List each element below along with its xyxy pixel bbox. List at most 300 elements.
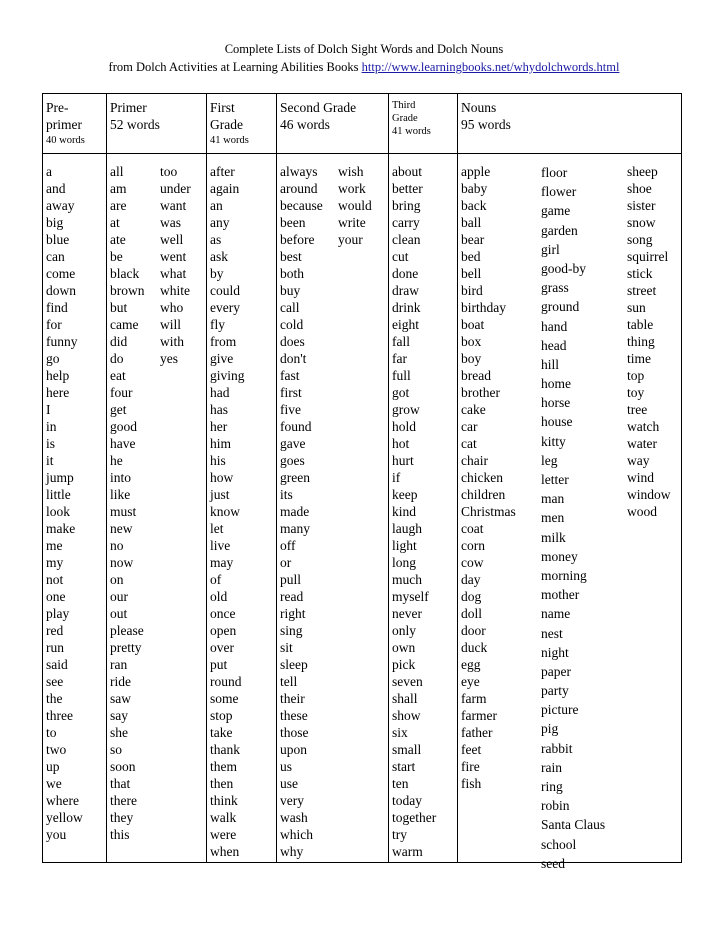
word-item: think	[210, 793, 238, 808]
word-item: chicken	[461, 470, 503, 485]
word-item: is	[46, 436, 56, 451]
word-item: have	[110, 436, 136, 451]
word-item: good	[110, 419, 137, 434]
word-item: an	[210, 198, 223, 213]
word-item: six	[392, 725, 408, 740]
word-item: came	[110, 317, 139, 332]
word-item: his	[210, 453, 226, 468]
word-item: sister	[627, 198, 656, 213]
word-item: said	[46, 657, 68, 672]
word-item: say	[110, 708, 128, 723]
word-item: around	[280, 181, 318, 196]
word-item: rain	[541, 759, 562, 775]
word-item: once	[210, 606, 236, 621]
word-item: letter	[541, 472, 569, 487]
word-item: but	[110, 300, 128, 315]
word-item: now	[110, 555, 134, 570]
word-item: goes	[280, 453, 305, 468]
word-item: money	[541, 548, 578, 564]
word-item: thank	[210, 742, 240, 757]
word-item: draw	[392, 283, 419, 298]
divider-2	[206, 94, 207, 862]
word-item: that	[110, 776, 131, 791]
word-item: down	[46, 283, 76, 298]
word-item: time	[627, 351, 651, 366]
word-item: give	[210, 351, 234, 366]
word-item: hot	[392, 436, 410, 451]
header-divider	[43, 153, 681, 154]
word-item: my	[46, 555, 64, 570]
word-item: every	[210, 300, 240, 315]
word-item: eight	[392, 317, 419, 332]
word-item: big	[46, 215, 64, 230]
word-item: start	[392, 759, 416, 774]
word-item: fly	[210, 317, 225, 332]
word-item: who	[160, 300, 184, 315]
word-item: old	[210, 589, 228, 604]
word-item: watch	[627, 419, 660, 434]
word-item: ground	[541, 299, 580, 315]
word-item: bring	[392, 198, 421, 213]
word-item: night	[541, 644, 569, 660]
word-item: jump	[46, 470, 74, 485]
word-item: brown	[110, 283, 145, 298]
source-link[interactable]: http://www.learningbooks.net/whydolchwords.html	[361, 60, 620, 74]
word-item: off	[280, 538, 296, 553]
word-item: him	[210, 436, 232, 451]
word-item: did	[110, 334, 128, 349]
word-item: Christmas	[461, 504, 516, 519]
word-item: just	[210, 487, 230, 502]
word-item: try	[392, 827, 407, 842]
word-item: nest	[541, 625, 563, 641]
word-item: come	[46, 266, 76, 281]
word-item: five	[280, 402, 301, 417]
word-item: before	[280, 232, 315, 247]
word-item: to	[46, 725, 57, 740]
word-item: she	[110, 725, 128, 740]
word-item: party	[541, 683, 569, 699]
word-item: show	[392, 708, 421, 723]
word-item: red	[46, 623, 64, 638]
word-item: am	[110, 181, 127, 196]
word-item: sing	[280, 623, 303, 638]
word-item: green	[280, 470, 310, 485]
list-nouns-c	[627, 163, 671, 520]
word-item: men	[541, 510, 565, 526]
word-item: any	[210, 215, 230, 230]
word-item: he	[110, 453, 123, 468]
divider-3	[276, 94, 277, 862]
word-lists-table	[42, 93, 682, 871]
word-item: again	[210, 181, 240, 196]
word-item: hurt	[392, 453, 414, 468]
word-item: please	[110, 623, 144, 638]
word-item: want	[160, 198, 187, 213]
word-item: two	[46, 742, 67, 757]
word-item: much	[392, 572, 422, 587]
header-first-grade: First Grade 41 words	[210, 100, 249, 146]
word-item: sleep	[280, 657, 308, 672]
list-nouns-a	[461, 163, 516, 792]
word-item: must	[110, 504, 137, 519]
word-item: which	[280, 827, 313, 842]
word-item: work	[338, 181, 366, 196]
header-second-grade: Second Grade 46 words	[280, 100, 357, 132]
word-item: rabbit	[541, 740, 573, 756]
word-item: look	[46, 504, 71, 519]
word-item: yellow	[46, 810, 83, 825]
word-item: gave	[280, 436, 306, 451]
word-item: top	[627, 368, 645, 383]
word-item: bread	[461, 368, 491, 383]
word-item: white	[160, 283, 190, 298]
word-item: been	[280, 215, 306, 230]
word-item: brother	[461, 385, 500, 400]
word-item: black	[110, 266, 140, 281]
word-item: mother	[541, 587, 580, 603]
word-item: bird	[461, 283, 483, 298]
divider-4	[388, 94, 389, 862]
word-item: grow	[392, 402, 420, 417]
word-item: saw	[110, 691, 131, 706]
word-item: why	[280, 844, 304, 859]
word-item: then	[210, 776, 234, 791]
word-item: would	[338, 198, 372, 213]
word-item: hill	[541, 356, 560, 372]
word-item: paper	[541, 663, 571, 679]
word-item: we	[46, 776, 62, 791]
word-item: man	[541, 491, 565, 507]
word-item: about	[392, 164, 422, 179]
word-item: when	[210, 844, 240, 859]
word-item: with	[160, 334, 185, 349]
word-item: little	[46, 487, 71, 502]
word-item: be	[110, 249, 123, 264]
word-item: father	[461, 725, 493, 740]
word-item: keep	[392, 487, 418, 502]
word-item: because	[280, 198, 323, 213]
word-item: seven	[392, 674, 423, 689]
word-item: walk	[210, 810, 237, 825]
word-item: hand	[541, 318, 568, 334]
word-item: cake	[461, 402, 486, 417]
document-subtitle	[0, 59, 728, 75]
document-title: Complete Lists of Dolch Sight Words and Dolch Nouns	[224, 42, 504, 56]
word-item: fish	[461, 776, 482, 791]
word-item: up	[46, 759, 60, 774]
word-item: thing	[627, 334, 655, 349]
list-second-b	[338, 163, 372, 248]
word-item: name	[541, 606, 571, 622]
word-item: today	[392, 793, 422, 808]
word-item: very	[280, 793, 304, 808]
word-item: robin	[541, 798, 570, 814]
word-item: squirrel	[627, 249, 669, 264]
word-item: first	[280, 385, 302, 400]
word-item: go	[46, 351, 60, 366]
word-item: laugh	[392, 521, 422, 536]
word-item: do	[110, 351, 124, 366]
word-item: chair	[461, 453, 488, 468]
word-item: myself	[392, 589, 429, 604]
word-item: farm	[461, 691, 487, 706]
word-item: doll	[461, 606, 483, 621]
word-item: this	[110, 827, 130, 842]
word-item: own	[392, 640, 416, 655]
word-item: table	[627, 317, 654, 332]
word-item: good-by	[541, 260, 586, 276]
word-item: box	[461, 334, 482, 349]
word-item: only	[392, 623, 417, 638]
header-third-grade: Third Grade 41 words	[392, 100, 431, 137]
word-item: seed	[541, 855, 565, 871]
word-item: may	[210, 555, 234, 570]
word-item: away	[46, 198, 75, 213]
word-item: wood	[627, 504, 657, 519]
word-item: open	[210, 623, 237, 638]
word-item: full	[392, 368, 411, 383]
list-primer-b	[160, 163, 191, 367]
word-item: shoe	[627, 181, 652, 196]
divider-5	[457, 94, 458, 862]
word-item: girl	[541, 241, 560, 257]
word-item: pick	[392, 657, 416, 672]
word-item: kitty	[541, 433, 566, 449]
word-item: boat	[461, 317, 485, 332]
subtitle-source: from Dolch Activities at Learning Abilities Books	[108, 60, 362, 74]
word-item: done	[392, 266, 419, 281]
word-item: write	[338, 215, 366, 230]
word-item: best	[280, 249, 302, 264]
word-item: no	[110, 538, 124, 553]
word-item: how	[210, 470, 234, 485]
word-item: many	[280, 521, 310, 536]
word-item: giving	[210, 368, 245, 383]
word-item: bear	[461, 232, 485, 247]
word-item: me	[46, 538, 63, 553]
word-item: home	[541, 376, 571, 392]
word-item: egg	[461, 657, 481, 672]
word-item: house	[541, 414, 573, 430]
word-item: funny	[46, 334, 78, 349]
word-item: corn	[461, 538, 485, 553]
header-preprimer: Pre- primer 40 words	[46, 100, 85, 146]
word-item: eat	[110, 368, 126, 383]
word-item: farmer	[461, 708, 497, 723]
word-item: out	[110, 606, 128, 621]
word-item: had	[210, 385, 230, 400]
word-item: flower	[541, 184, 577, 200]
word-item: right	[280, 606, 306, 621]
word-item: drink	[392, 300, 421, 315]
list-third-grade	[392, 163, 436, 860]
word-item: and	[46, 181, 66, 196]
word-item: are	[110, 198, 127, 213]
word-item: got	[392, 385, 410, 400]
word-item: find	[46, 300, 68, 315]
word-item: apple	[461, 164, 491, 179]
word-item: blue	[46, 232, 70, 247]
word-item: cat	[461, 436, 477, 451]
word-item: four	[110, 385, 133, 400]
word-item: your	[338, 232, 363, 247]
word-item: know	[210, 504, 240, 519]
list-first-grade	[210, 163, 245, 860]
word-item: ten	[392, 776, 409, 791]
word-item: one	[46, 589, 66, 604]
word-item: stick	[627, 266, 653, 281]
word-item: see	[46, 674, 64, 689]
word-item: sun	[627, 300, 646, 315]
word-item: them	[210, 759, 237, 774]
word-item: way	[627, 453, 650, 468]
header-primer: Primer 52 words	[110, 100, 160, 132]
word-item: from	[210, 334, 237, 349]
word-item: get	[110, 402, 127, 417]
word-item: read	[280, 589, 304, 604]
word-item: clean	[392, 232, 421, 247]
word-item: coat	[461, 521, 484, 536]
word-item: Santa Claus	[541, 817, 606, 833]
word-item: us	[280, 759, 293, 774]
list-primer-a	[110, 163, 145, 843]
word-item: garden	[541, 222, 578, 238]
word-item: not	[46, 572, 64, 587]
word-item: they	[110, 810, 134, 825]
word-item: where	[46, 793, 79, 808]
word-item: you	[46, 827, 67, 842]
word-item: went	[160, 249, 187, 264]
word-item: over	[210, 640, 234, 655]
word-item: stop	[210, 708, 233, 723]
word-item: play	[46, 606, 70, 621]
word-item: wish	[338, 164, 364, 179]
word-item: those	[280, 725, 309, 740]
word-item: fire	[461, 759, 480, 774]
word-item: duck	[461, 640, 488, 655]
word-item: bed	[461, 249, 481, 264]
word-item: don't	[280, 351, 307, 366]
word-item: well	[160, 232, 184, 247]
word-item: snow	[627, 215, 656, 230]
word-item: wind	[627, 470, 654, 485]
word-item: cut	[392, 249, 409, 264]
word-item: like	[110, 487, 131, 502]
word-item: sheep	[627, 164, 658, 179]
word-item: make	[46, 521, 76, 536]
word-item: these	[280, 708, 308, 723]
word-item: on	[110, 572, 124, 587]
word-item: so	[110, 742, 123, 757]
word-item: has	[210, 402, 228, 417]
word-item: cow	[461, 555, 484, 570]
word-item: light	[392, 538, 417, 553]
word-item: eye	[461, 674, 480, 689]
list-nouns-b	[541, 163, 605, 873]
word-item: there	[110, 793, 137, 808]
word-item: their	[280, 691, 305, 706]
word-item: for	[46, 317, 62, 332]
word-item: run	[46, 640, 64, 655]
word-item: always	[280, 164, 318, 179]
divider-1	[106, 94, 107, 862]
word-item: or	[280, 555, 292, 570]
word-item: together	[392, 810, 437, 825]
word-item: tree	[627, 402, 648, 417]
word-item: some	[210, 691, 239, 706]
word-item: ball	[461, 215, 482, 230]
word-item: bell	[461, 266, 482, 281]
word-item: kind	[392, 504, 417, 519]
word-item: call	[280, 300, 300, 315]
word-item: car	[461, 419, 478, 434]
word-item: her	[210, 419, 228, 434]
word-item: soon	[110, 759, 136, 774]
word-item: was	[160, 215, 181, 230]
word-item: far	[392, 351, 407, 366]
word-item: feet	[461, 742, 482, 757]
word-item: grass	[541, 280, 569, 296]
word-item: morning	[541, 567, 587, 583]
word-item: small	[392, 742, 422, 757]
word-item: both	[280, 266, 305, 281]
word-item: window	[627, 487, 671, 502]
word-item: picture	[541, 702, 579, 718]
word-item: can	[46, 249, 65, 264]
list-second-a	[280, 163, 323, 860]
word-item: at	[110, 215, 120, 230]
word-item: use	[280, 776, 298, 791]
word-item: the	[46, 691, 63, 706]
word-item: in	[46, 419, 57, 434]
word-item: pig	[541, 721, 559, 737]
word-item: I	[46, 402, 51, 417]
word-item: buy	[280, 283, 301, 298]
word-item: help	[46, 368, 70, 383]
word-item: ask	[210, 249, 228, 264]
word-item: long	[392, 555, 417, 570]
word-item: song	[627, 232, 653, 247]
word-item: fast	[280, 368, 300, 383]
word-item: put	[210, 657, 228, 672]
word-item: found	[280, 419, 312, 434]
word-item: does	[280, 334, 305, 349]
word-item: ate	[110, 232, 126, 247]
word-item: here	[46, 385, 70, 400]
word-item: boy	[461, 351, 482, 366]
word-item: school	[541, 836, 577, 852]
word-item: back	[461, 198, 487, 213]
word-item: of	[210, 572, 222, 587]
word-item: sit	[280, 640, 293, 655]
word-item: will	[160, 317, 182, 332]
word-item: carry	[392, 215, 420, 230]
word-item: baby	[461, 181, 488, 196]
word-item: never	[392, 606, 422, 621]
word-item: after	[210, 164, 235, 179]
word-item: better	[392, 181, 423, 196]
word-item: round	[210, 674, 242, 689]
word-item: dog	[461, 589, 482, 604]
word-item: warm	[392, 844, 423, 859]
word-item: tell	[280, 674, 298, 689]
word-item: what	[160, 266, 187, 281]
word-item: three	[46, 708, 73, 723]
word-item: toy	[627, 385, 645, 400]
word-item: cold	[280, 317, 304, 332]
word-item: too	[160, 164, 178, 179]
